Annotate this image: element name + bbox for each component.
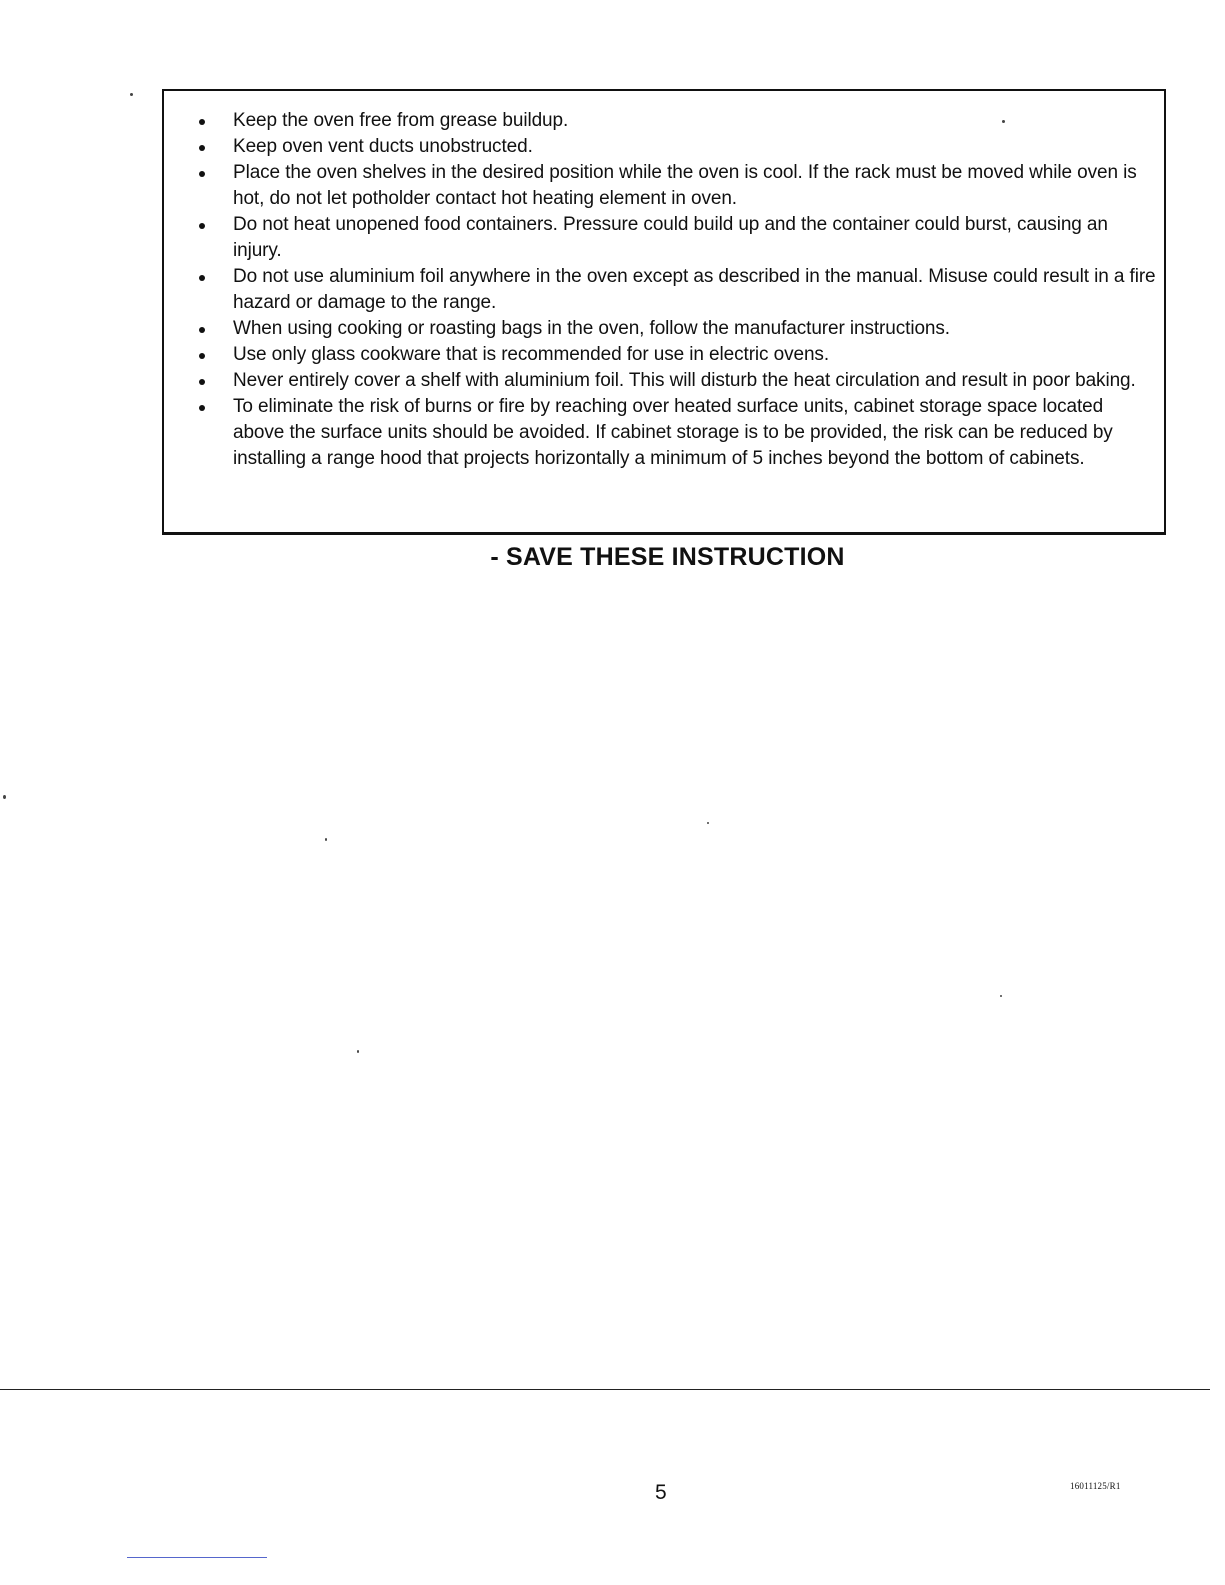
document-code: 16011125/R1 [1070, 1481, 1121, 1491]
scan-speck [325, 838, 327, 841]
list-item [198, 160, 1158, 212]
list-item-text: Keep oven vent ducts unobstructed. [233, 136, 533, 157]
list-item [198, 108, 1158, 134]
bottom-edge-line [127, 1557, 267, 1558]
save-instructions-heading: - SAVE THESE INSTRUCTION [490, 543, 845, 571]
bullet-icon [199, 145, 205, 151]
bullet-icon [199, 353, 205, 359]
safety-instructions-box [162, 89, 1166, 535]
footer-divider [0, 1389, 1210, 1390]
list-item [198, 368, 1158, 394]
list-item [198, 134, 1158, 160]
bullet-icon [199, 405, 205, 411]
list-item [198, 212, 1158, 264]
list-item-text: When using cooking or roasting bags in the oven, follow the manufacturer instructions. [233, 318, 950, 339]
scan-speck [707, 822, 709, 824]
bullet-icon [199, 171, 205, 177]
list-item-text: Do not heat unopened food containers. Pressure could build up and the container could burst, causing an injury. [233, 214, 1108, 261]
list-item [198, 264, 1158, 316]
page-number: 5 [655, 1481, 667, 1504]
scan-speck [3, 795, 6, 799]
list-item [198, 342, 1158, 368]
bullet-icon [199, 327, 205, 333]
list-item-text: Use only glass cookware that is recommended for use in electric ovens. [233, 344, 830, 365]
scan-speck [357, 1050, 359, 1053]
bullet-icon [199, 379, 205, 385]
safety-bullet-list [198, 108, 1158, 472]
scan-speck [1002, 120, 1005, 123]
bullet-icon [199, 223, 205, 229]
list-item-text: Place the oven shelves in the desired position while the oven is cool. If the rack must be moved while oven is hot, do not let potholder contact hot heating element in oven. [233, 162, 1137, 209]
scan-speck [1000, 995, 1002, 997]
list-item [198, 394, 1158, 472]
list-item-text: Keep the oven free from grease buildup. [233, 110, 569, 131]
list-item-text: Never entirely cover a shelf with aluminium foil. This will disturb the heat circulation and result in poor baking. [233, 370, 1136, 391]
list-item-text: Do not use aluminium foil anywhere in the oven except as described in the manual. Misuse could result in a fire hazard or damage to the range. [233, 266, 1156, 313]
scan-speck [130, 93, 133, 96]
list-item [198, 316, 1158, 342]
list-item-text: To eliminate the risk of burns or fire by reaching over heated surface units, cabinet storage space located above the surface units should be avoided. If cabinet storage is to be provided, the risk can be reduced by installing a range hood that projects horizontally a minimum of 5 inches beyond the bottom of cabinets. [233, 396, 1113, 469]
bullet-icon [199, 275, 205, 281]
bullet-icon [199, 119, 205, 125]
